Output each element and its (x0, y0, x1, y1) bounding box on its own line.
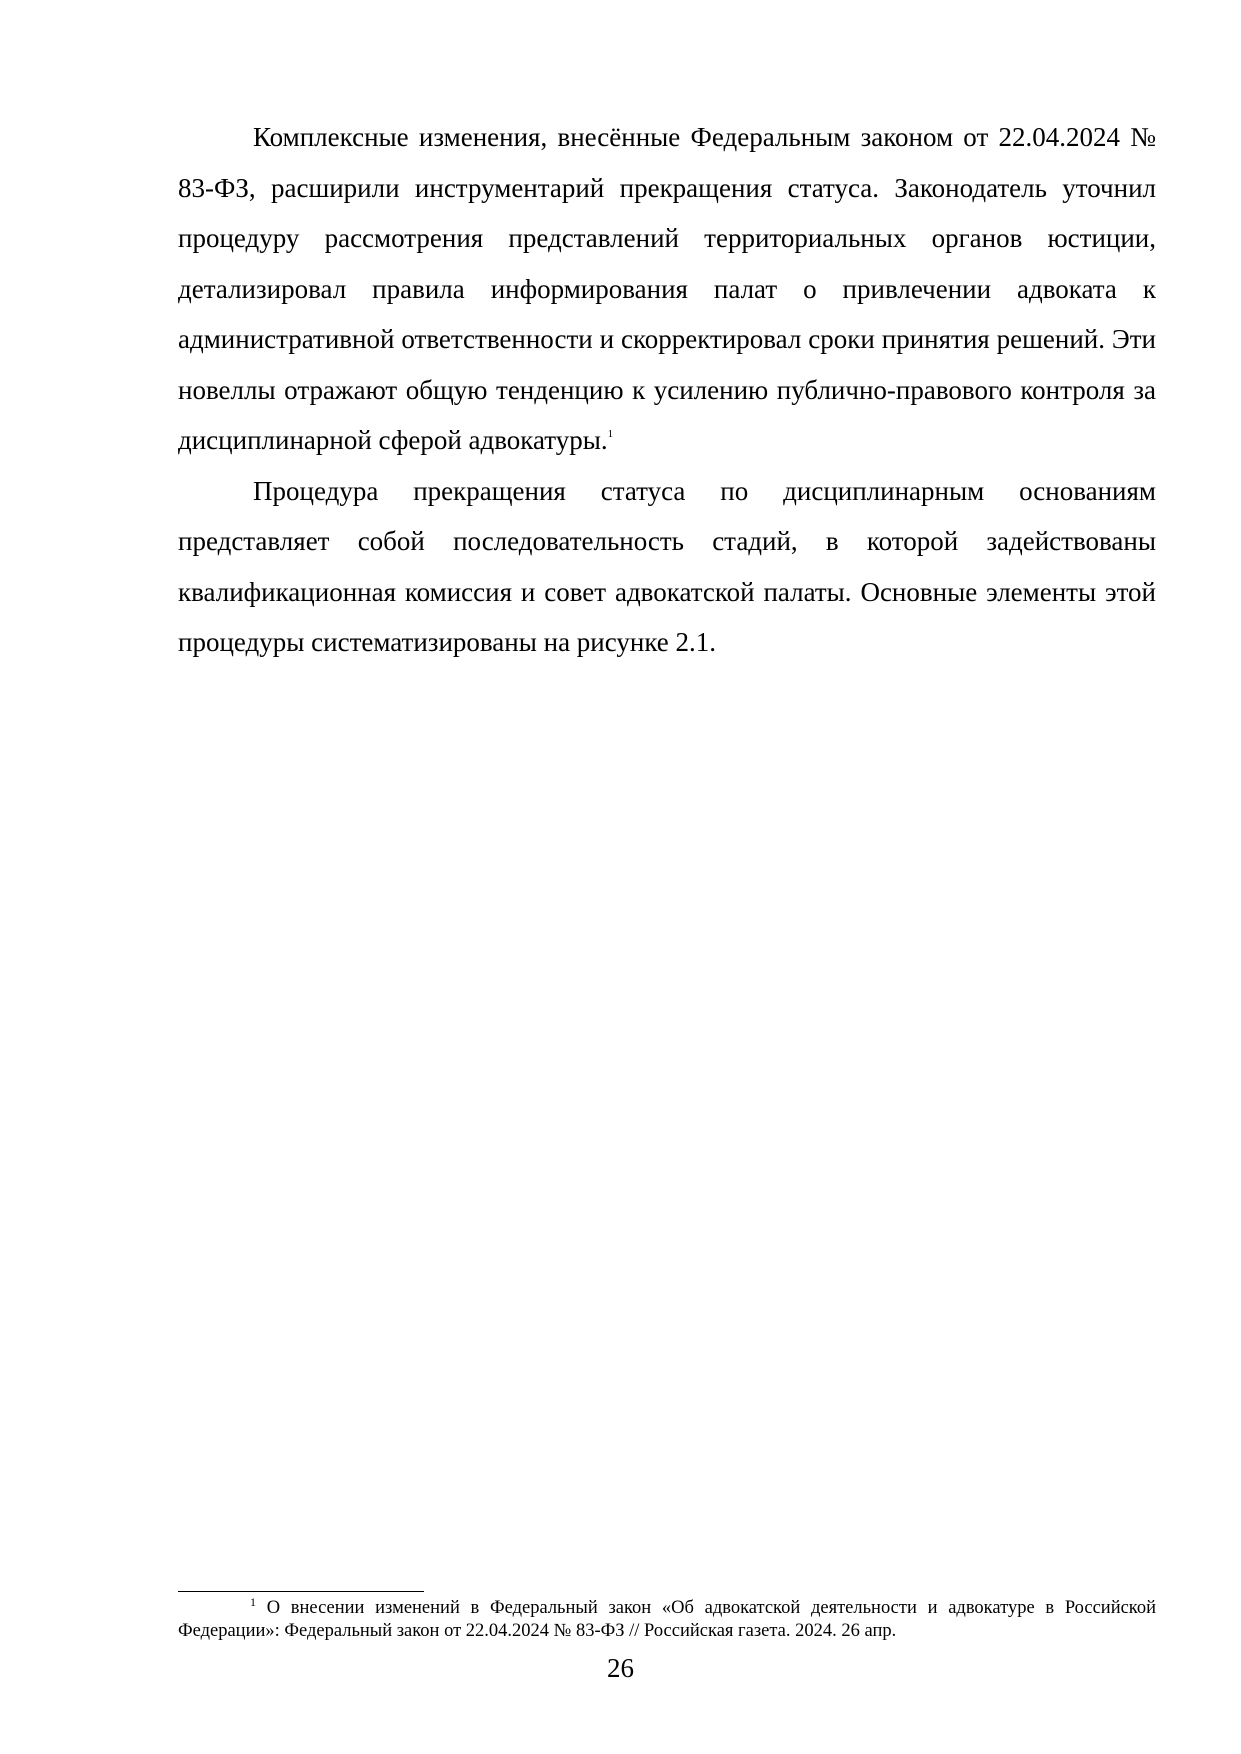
footnote (178, 1597, 1156, 1643)
paragraph-2-text: Процедура прекращения статуса по дисциплинарным основаниям представляет собой последовательность стадий, в которой задействованы квалификационная комиссия и совет адвокатской палаты. Основные элементы этой процедуры систематизированы на рисунке 2.1. (178, 475, 1156, 657)
paragraph-2 (178, 466, 1156, 668)
page-number: 26 (607, 1653, 634, 1683)
paragraph-1 (178, 112, 1156, 466)
footnote-reference[interactable]: 1 (607, 428, 614, 440)
footnote-separator (178, 1591, 424, 1592)
paragraph-1-text: Комплексные изменения, внесённые Федеральным законом от 22.04.2024 № 83-ФЗ, расширили инструментарий прекращения статуса. Законодатель уточнил процедуру рассмотрения представлений территориальных органов юстиции, детализировал правила информирования палат о привлечении адвоката к административной ответственности и скорректировал сроки принятия решений. Эти новеллы отражают общую тенденцию к усилению публично-правового контроля за дисциплинарной сферой адвокатуры. (178, 122, 1156, 455)
body-text (178, 112, 1156, 668)
footnote-marker: 1 (250, 1595, 256, 1609)
footnote-text: О внесении изменений в Федеральный закон «Об адвокатской деятельности и адвокатуре в Российской Федерации»: Федеральный закон от 22.04.2024 № 83-ФЗ // Российская газета. 2024. 26 апр. (178, 1598, 1157, 1641)
